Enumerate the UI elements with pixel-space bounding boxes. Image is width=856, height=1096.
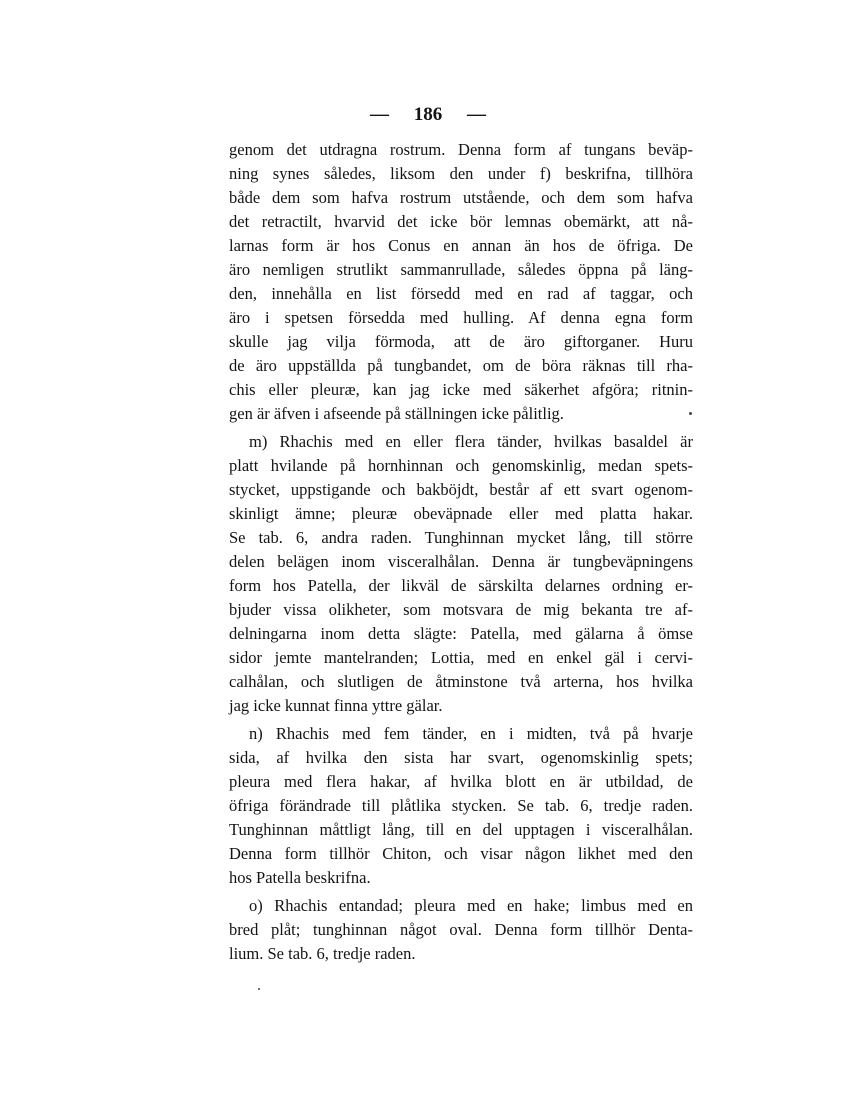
text-line: ning synes således, liksom den under f) beskrifna, tillhöra xyxy=(229,164,693,183)
speck-mark xyxy=(258,988,260,990)
text-line: stycket, uppstigande och bakböjdt, består af ett svart ogenom- xyxy=(229,480,693,499)
text-line: äro i spetsen försedda med hulling. Af denna egna form xyxy=(229,308,693,327)
text-line: lium. Se tab. 6, tredje raden. xyxy=(229,944,416,963)
text-line: Tunghinnan måttligt lång, till en del upptagen i visceralhålan. xyxy=(229,820,693,839)
text-line: Se tab. 6, andra raden. Tunghinnan mycket lång, till större xyxy=(229,528,693,547)
text-line: jag icke kunnat finna yttre gälar. xyxy=(229,696,443,715)
text-line: skulle jag vilja förmoda, att de äro giftorganer. Huru xyxy=(229,332,693,351)
paragraph-o-start: o) Rhachis entandad; pleura med en hake; limbus med en xyxy=(249,896,693,915)
text-line: gen är äfven i afseende på ställningen icke pålitlig. xyxy=(229,404,564,423)
text-line: de äro uppställda på tungbandet, om de böra räknas till rha- xyxy=(229,356,693,375)
text-line: hos Patella beskrifna. xyxy=(229,868,371,887)
text-line: genom det utdragna rostrum. Denna form af tungans beväp- xyxy=(229,140,693,159)
text-line: form hos Patella, der likväl de särskilta delarnes ordning er- xyxy=(229,576,693,595)
text-line: bjuder vissa olikheter, som motsvara de mig bekanta tre af- xyxy=(229,600,693,619)
header-dash-right: — xyxy=(467,104,486,125)
text-line: Denna form tillhör Chiton, och visar någon likhet med den xyxy=(229,844,693,863)
text-line: öfriga förändrade till plåtlika stycken. Se tab. 6, tredje raden. xyxy=(229,796,693,815)
page-header xyxy=(0,104,856,126)
text-line: den, innehålla en list försedd med en rad af taggar, och xyxy=(229,284,693,303)
text-line: sida, af hvilka den sista har svart, ogenomskinlig spets; xyxy=(229,748,693,767)
text-line: sidor jemte mantelranden; Lottia, med en enkel gäl i cervi- xyxy=(229,648,693,667)
text-line: äro nemligen strutlikt sammanrullade, således öppna på läng- xyxy=(229,260,693,279)
header-dash-left: — xyxy=(370,104,389,125)
text-line: pleura med flera hakar, af hvilka blott en är utbildad, de xyxy=(229,772,693,791)
text-line: både dem som hafva rostrum utstående, och dem som hafva xyxy=(229,188,693,207)
text-line: platt hvilande på hornhinnan och genomskinlig, medan spets- xyxy=(229,456,693,475)
speck-mark xyxy=(689,412,692,415)
text-line: delen belägen inom visceralhålan. Denna är tungbeväpningens xyxy=(229,552,693,571)
text-line: chis eller pleuræ, kan jag icke med säkerhet afgöra; ritnin- xyxy=(229,380,693,399)
text-line: delningarna inom detta slägte: Patella, med gälarna å ömse xyxy=(229,624,693,643)
text-line: det retractilt, hvarvid det icke bör lemnas obemärkt, att nå- xyxy=(229,212,693,231)
text-line: calhålan, och slutligen de åtminstone två arterna, hos hvilka xyxy=(229,672,693,691)
page-number: 186 xyxy=(413,104,443,125)
paragraph-n-start: n) Rhachis med fem tänder, en i midten, två på hvarje xyxy=(249,724,693,743)
text-line: larnas form är hos Conus en annan än hos de öfriga. De xyxy=(229,236,693,255)
paragraph-m-start: m) Rhachis med en eller flera tänder, hvilkas basaldel är xyxy=(249,432,693,451)
text-line: bred plåt; tunghinnan något oval. Denna form tillhör Denta- xyxy=(229,920,693,939)
text-line: skinligt ämne; pleuræ obeväpnade eller med platta hakar. xyxy=(229,504,693,523)
